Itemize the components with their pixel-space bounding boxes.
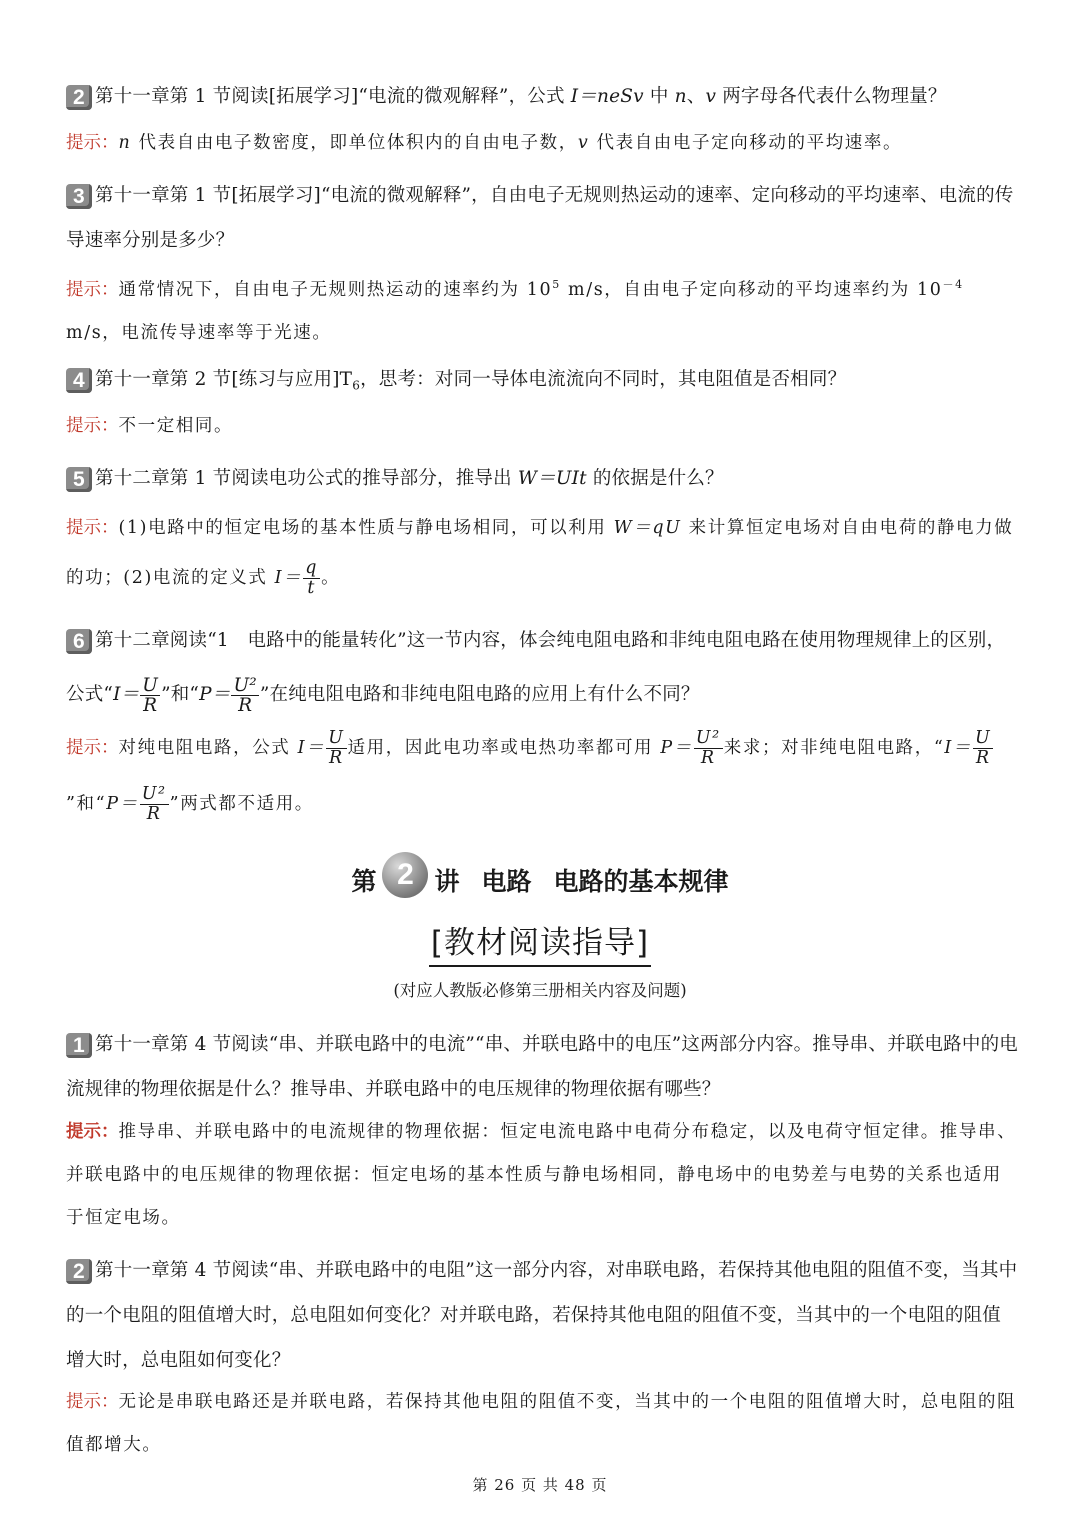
section-heading-text: [教材阅读指导] (429, 921, 651, 967)
question-text: 的依据是什么？ (586, 468, 724, 489)
hint-text: ”和“ (66, 794, 107, 814)
hint-text: (1)电路中的恒定电场的基本性质与静电场相同，可以利用 (118, 518, 614, 538)
question-number-badge: 2 (66, 85, 92, 110)
question-text: 第十一章第 2 节[练习与应用]T (95, 369, 353, 390)
question-text: 中 (643, 86, 675, 107)
question-text: 第十二章第 1 节阅读电功公式的推导部分，推导出 (95, 468, 518, 489)
question-number-badge: 6 (66, 629, 92, 654)
subscript: 6 (352, 378, 361, 393)
hint-text: 。 (321, 568, 341, 588)
denominator: R (146, 804, 162, 824)
numerator: U (142, 674, 159, 696)
lecture-title (0, 842, 1080, 922)
hint-text: 代表自由电子定向移动的平均速率。 (589, 133, 903, 153)
separator: 、 (686, 86, 706, 107)
question-1 (66, 1022, 1018, 1112)
numerator: U (975, 728, 992, 748)
formula: W＝qU (613, 518, 682, 538)
lecture-name: 电路 (481, 867, 532, 896)
formula: I＝ (297, 738, 326, 758)
hint-text: 无论是串联电路还是并联电路，若保持其他电阻的阻值不变，当其中的一个电阻的阻值增大时，总电阻的阻值都增大。 (66, 1392, 1017, 1455)
variable: v (577, 133, 590, 153)
numerator: U² (233, 674, 257, 696)
hint-label: 提示： (66, 518, 119, 538)
hint-text: 代表自由电子数密度，即单位体积内的自由电子数， (131, 133, 578, 153)
hint-text: m/s，电流传导速率等于光速。 (66, 322, 332, 343)
hint-6 (66, 720, 1018, 832)
question-number-badge: 2 (66, 1259, 92, 1284)
fraction (694, 729, 723, 768)
hint-text: ”两式都不适用。 (169, 794, 314, 814)
denominator: R (700, 748, 716, 768)
question-2b (66, 1248, 1018, 1383)
question-text: ”和“ (161, 684, 200, 705)
lecture-prefix: 第 (351, 867, 377, 896)
question-text: 第十一章第 1 节[拓展学习]“电流的微观解释”，自由电子无规则热运动的速率、定向移动的平均速率、电流的传导速率分别是多少？ (66, 185, 1014, 251)
hint-label: 提示： (66, 416, 119, 436)
question-text: ”在纯电阻电路和非纯电阻电路的应用上有什么不同？ (259, 684, 700, 705)
section-subtitle: (对应人教版必修第三册相关内容及问题) (393, 981, 687, 1000)
formula: P＝ (106, 794, 139, 814)
section-heading (0, 918, 1080, 968)
variable: n (674, 86, 687, 107)
hint-2 (66, 122, 1018, 165)
hint-2b (66, 1381, 1018, 1467)
variable: n (118, 133, 132, 153)
formula: W＝UIt (517, 468, 587, 489)
hint-text: 来求；对非纯电阻电路，“ (723, 738, 945, 758)
hint-text: 推导串、并联电路中的电流规律的物理依据：恒定电流电路中电荷分布稳定，以及电荷守恒定律。推导串、并联电路中的电压规律的物理依据：恒定电场的基本性质与静电场相同，静电场中的电势差与电势的关系也适用于恒定电场。 (66, 1122, 1017, 1228)
denominator: R (143, 694, 158, 716)
question-text: 第十一章第 1 节阅读[拓展学习]“电流的微观解释”，公式 (95, 86, 571, 107)
formula: I＝ (113, 684, 140, 705)
question-number-badge: 4 (66, 368, 92, 393)
hint-1 (66, 1111, 1018, 1240)
lecture-number-badge: 2 (382, 852, 428, 898)
denominator: t (307, 578, 316, 598)
question-text: 第十一章第 4 节阅读“串、并联电路中的电阻”这一部分内容，对串联电路，若保持其他电阻的阻值不变，当其中的一个电阻的阻值增大时，总电阻如何变化？对并联电路，若保持其他电阻的阻值不变，当其中的一个电阻的阻值增大时，总电阻如何变化？ (66, 1260, 1018, 1371)
formula: I＝ (944, 738, 973, 758)
lecture-suffix: 讲 (434, 867, 460, 896)
question-5 (66, 456, 1018, 501)
denominator: R (238, 694, 253, 716)
hint-3 (66, 263, 1018, 355)
fraction (326, 729, 346, 768)
hint-text: 对纯电阻电路，公式 (118, 738, 298, 758)
question-text: ，思考：对同一导体电流流向不同时，其电阻值是否相同？ (360, 369, 847, 390)
question-3 (66, 173, 1018, 263)
fraction (140, 785, 169, 824)
question-6 (66, 614, 1018, 722)
hint-text: 不一定相同。 (118, 416, 234, 436)
question-number-badge: 1 (66, 1033, 92, 1058)
question-text: 两字母各代表什么物理量？ (716, 86, 947, 107)
question-number-badge: 3 (66, 184, 92, 209)
hint-5 (66, 503, 1018, 603)
hint-label: 提示： (66, 1392, 119, 1412)
fraction (140, 676, 160, 715)
numerator: U (328, 728, 345, 748)
formula: P＝ (199, 684, 231, 705)
question-text: 第十二章阅读“1 电路中的能量转化”这一节内容，体会纯电阻电路和非纯电阻电路在使用物理规律上的区别，公式“ (66, 630, 1006, 705)
denominator: R (328, 748, 344, 768)
page-footer: 第 26 页 共 48 页 (472, 1476, 608, 1494)
hint-text: m/s，自由电子定向移动的平均速率约为 10 (560, 279, 943, 300)
exponent: －4 (942, 278, 964, 291)
hint-label: 提示： (66, 133, 119, 153)
hint-label: 提示： (66, 279, 119, 300)
lecture-name: 电路的基本规律 (553, 867, 729, 896)
formula: P＝ (660, 738, 693, 758)
numerator: U² (141, 784, 167, 804)
hint-text: 适用，因此电功率或电热功率都可用 (347, 738, 661, 758)
denominator: R (975, 748, 991, 768)
question-2 (66, 74, 1018, 119)
fraction (231, 676, 258, 715)
fraction (973, 729, 993, 768)
formula: I＝ (274, 568, 303, 588)
question-4 (66, 357, 1018, 409)
hint-label: 提示： (66, 1122, 119, 1142)
question-number-badge: 5 (66, 467, 92, 492)
hint-4 (66, 405, 1018, 448)
hint-label: 提示： (66, 738, 119, 758)
hint-text: 来计算恒定电场对自由电荷的静电力做的功；(2)电流的定义式 (66, 518, 1014, 588)
numerator: q (305, 558, 319, 578)
fraction (303, 559, 320, 598)
question-text: 第十一章第 4 节阅读“串、并联电路中的电流”“串、并联电路中的电压”这两部分内容。推导串、并联电路中的电流规律的物理依据是什么？推导串、并联电路中的电压规律的物理依据有哪些？ (66, 1034, 1018, 1100)
numerator: U² (695, 728, 721, 748)
variable: v (705, 86, 717, 107)
exponent: 5 (552, 278, 561, 291)
hint-text: 通常情况下，自由电子无规则热运动的速率约为 10 (118, 279, 553, 300)
formula: I＝neSv (570, 86, 644, 107)
